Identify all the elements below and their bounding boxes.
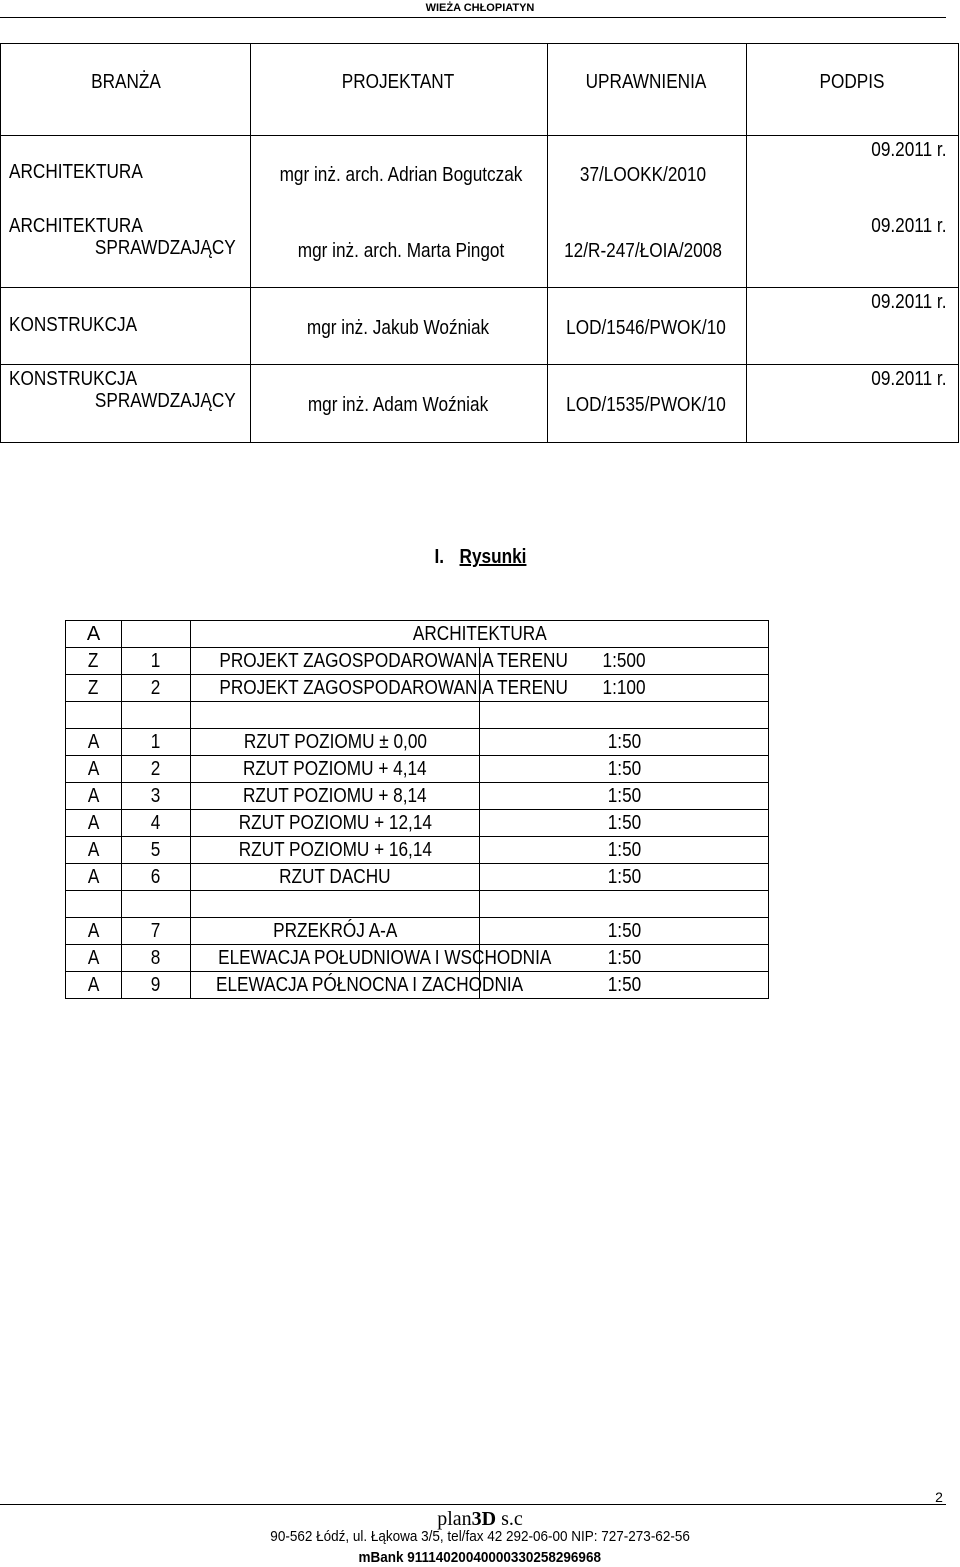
drawing-row bbox=[66, 648, 769, 675]
drawing-row bbox=[66, 945, 769, 972]
drawing-name: ELEWACJA POŁUDNIOWA I WSCHODNIA bbox=[191, 945, 480, 972]
drawing-name: ELEWACJA PÓŁNOCNA I ZACHODNIA bbox=[191, 972, 480, 999]
row-designer: mgr inż. arch. Adrian Bogutczak bbox=[279, 164, 523, 186]
row-license: LOD/1535/PWOK/10 bbox=[566, 394, 726, 416]
row-designer: mgr inż. Adam Woźniak bbox=[307, 394, 489, 416]
drawing-code: A bbox=[66, 810, 122, 837]
drawing-code: A bbox=[66, 972, 122, 999]
drawing-row bbox=[66, 918, 769, 945]
row-branch: ARCHITEKTURA bbox=[9, 215, 143, 237]
drawing-code: Z bbox=[66, 675, 122, 702]
drawing-scale: 1:50 bbox=[480, 756, 769, 783]
row-branch: KONSTRUKCJA bbox=[9, 314, 138, 336]
drawing-row bbox=[66, 837, 769, 864]
drawing-spacer-row bbox=[66, 891, 769, 918]
document-header-title: WIEŻA CHŁOPIATYN bbox=[425, 2, 535, 14]
drawing-scale: 1:50 bbox=[480, 783, 769, 810]
page-number: 2 bbox=[935, 1489, 943, 1505]
drawing-row bbox=[66, 756, 769, 783]
drawing-number: 2 bbox=[122, 675, 191, 702]
drawing-name: RZUT POZIOMU ± 0,00 bbox=[191, 729, 480, 756]
row-license: LOD/1546/PWOK/10 bbox=[566, 317, 726, 339]
drawing-row bbox=[66, 729, 769, 756]
row-branch-role: SPRAWDZAJĄCY bbox=[95, 237, 236, 259]
footer-company-name: plan3D s.c bbox=[437, 1508, 523, 1530]
drawings-table bbox=[65, 620, 769, 999]
drawing-name: RZUT POZIOMU + 4,14 bbox=[191, 756, 480, 783]
drawing-name bbox=[191, 891, 480, 918]
drawing-row bbox=[66, 675, 769, 702]
footer-address: 90-562 Łódź, ul. Łąkowa 3/5, tel/fax 42 292-06-00 NIP: 727-273-62-56 bbox=[270, 1528, 690, 1545]
footer-divider bbox=[0, 1504, 946, 1505]
drawing-name: PROJEKT ZAGOSPODAROWANIA TERENU bbox=[191, 648, 480, 675]
drawing-scale: 1:50 bbox=[480, 864, 769, 891]
column-divider bbox=[250, 44, 251, 442]
row-date: 09.2011 r. bbox=[870, 215, 946, 237]
row-license: 37/LOOKK/2010 bbox=[579, 164, 707, 186]
header-branch: BRANŻA bbox=[91, 71, 161, 93]
drawing-number: 3 bbox=[122, 783, 191, 810]
header-divider bbox=[0, 17, 946, 18]
drawing-name bbox=[191, 702, 480, 729]
signatures-table bbox=[0, 43, 959, 443]
drawing-code bbox=[66, 702, 122, 729]
drawing-name: RZUT POZIOMU + 16,14 bbox=[191, 837, 480, 864]
row-designer: mgr inż. Jakub Woźniak bbox=[306, 317, 490, 339]
drawing-code: A bbox=[66, 729, 122, 756]
footer-bank-account: mBank 91114020040000330258296968 bbox=[358, 1549, 602, 1566]
drawing-code: A bbox=[66, 864, 122, 891]
row-branch-role: SPRAWDZAJĄCY bbox=[95, 390, 236, 412]
row-designer: mgr inż. arch. Marta Pingot bbox=[297, 240, 505, 262]
drawing-number: 2 bbox=[122, 756, 191, 783]
drawing-row bbox=[66, 972, 769, 999]
drawing-number: 1 bbox=[122, 648, 191, 675]
row-license: 12/R-247/ŁOIA/2008 bbox=[564, 240, 722, 262]
drawing-scale: 1:50 bbox=[480, 945, 769, 972]
drawings-heading-row bbox=[66, 621, 769, 648]
drawing-scale bbox=[480, 702, 769, 729]
drawing-code bbox=[66, 891, 122, 918]
drawing-number: 4 bbox=[122, 810, 191, 837]
drawing-number: 5 bbox=[122, 837, 191, 864]
drawing-name: PRZEKRÓJ A-A bbox=[191, 918, 480, 945]
drawing-row bbox=[66, 810, 769, 837]
row-date: 09.2011 r. bbox=[870, 291, 946, 313]
header-license: UPRAWNIENIA bbox=[585, 71, 707, 93]
column-divider bbox=[746, 44, 747, 442]
drawing-spacer-row bbox=[66, 702, 769, 729]
drawing-name: RZUT POZIOMU + 12,14 bbox=[191, 810, 480, 837]
header-signature: PODPIS bbox=[819, 71, 885, 93]
drawing-code: A bbox=[66, 945, 122, 972]
drawing-scale: 1:50 bbox=[480, 972, 769, 999]
drawing-scale: 1:50 bbox=[480, 729, 769, 756]
drawing-code: Z bbox=[66, 648, 122, 675]
drawing-number bbox=[122, 891, 191, 918]
drawing-number: 1 bbox=[122, 729, 191, 756]
drawing-name: RZUT DACHU bbox=[191, 864, 480, 891]
drawing-scale: 1:50 bbox=[480, 918, 769, 945]
section-heading: Rysunki bbox=[459, 546, 526, 568]
drawing-name: PROJEKT ZAGOSPODAROWANIA TERENU bbox=[191, 675, 480, 702]
drawing-name: RZUT POZIOMU + 8,14 bbox=[191, 783, 480, 810]
row-branch: ARCHITEKTURA bbox=[9, 161, 143, 183]
heading-spacer bbox=[122, 621, 191, 648]
drawing-code: A bbox=[66, 837, 122, 864]
drawing-scale: 1:100 bbox=[480, 675, 769, 702]
drawing-number: 7 bbox=[122, 918, 191, 945]
row-branch: KONSTRUKCJA bbox=[9, 368, 138, 390]
drawing-row bbox=[66, 783, 769, 810]
heading-title: ARCHITEKTURA bbox=[191, 621, 769, 648]
drawing-number: 9 bbox=[122, 972, 191, 999]
drawing-code: A bbox=[66, 756, 122, 783]
drawing-number bbox=[122, 702, 191, 729]
drawing-number: 6 bbox=[122, 864, 191, 891]
row-date: 09.2011 r. bbox=[870, 139, 946, 161]
header-designer: PROJEKTANT bbox=[341, 71, 455, 93]
row-divider bbox=[1, 287, 958, 288]
section-title bbox=[0, 546, 960, 569]
drawing-row bbox=[66, 864, 769, 891]
row-divider bbox=[1, 364, 958, 365]
row-date: 09.2011 r. bbox=[870, 368, 946, 390]
drawing-scale bbox=[480, 891, 769, 918]
drawing-code: A bbox=[66, 918, 122, 945]
row-divider bbox=[1, 135, 958, 136]
column-divider bbox=[547, 44, 548, 442]
heading-code: A bbox=[66, 621, 122, 648]
drawing-scale: 1:500 bbox=[480, 648, 769, 675]
drawing-scale: 1:50 bbox=[480, 837, 769, 864]
section-number: I. bbox=[434, 546, 444, 568]
drawing-scale: 1:50 bbox=[480, 810, 769, 837]
drawing-number: 8 bbox=[122, 945, 191, 972]
drawing-code: A bbox=[66, 783, 122, 810]
